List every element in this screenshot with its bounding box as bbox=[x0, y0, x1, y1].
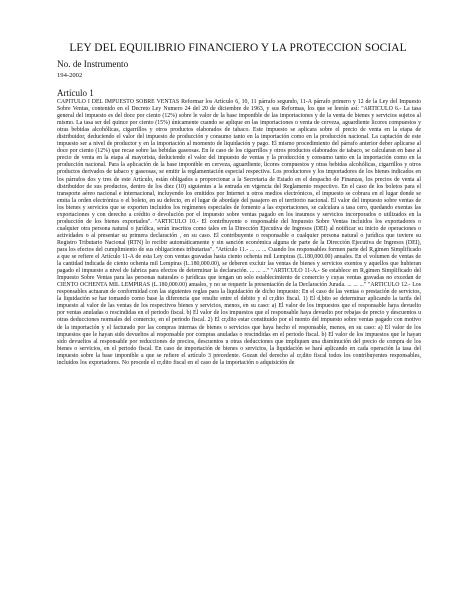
article-heading: Artículo 1 bbox=[57, 88, 94, 98]
instrument-number: 194-2002 bbox=[57, 72, 83, 79]
article-body-text: CAPITULO I DEL IMPUESTO SOBRE VENTAS Reformar los Artículo 6, 10, 11 párrafo segundo, 11-A párrafo primero y 12 de la Ley del Impuesto Sobre Ventas, contenido en el Decreto Ley Numero 24 del 20 de diciembre de 1963, y sus Reformas, los que se leerán así: "ARTICULO 6.- La tasa general del impuesto es del doce por ciento (12%) sobre le valor de la base imponible de las importaciones y de la venta de bienes y servicios sujetos al mismo. La tasa ser del quince por ciento (15%) únicamente cuando se aplique en las importaciones o venta de cerveza, aguardiente licores compuestos y otras bebidas alcohólicas, cigarrillos y otros productos elaborados de tabaco. Este impuesto se aplicara sobre el precio de venta en la etapa de distribuidor, deduciendo el valor del impuesto de producción y consumo tanto en la importación como en la producción nacional. La captación de este impuesto ser a nivel de productor y en la importación al momento de liquidación y pago. El mismo procedimiento del párrafo anterior deber aplicarse al doce por ciento (12%) que recae sobre las bebidas gaseosas. En le caso de los cigarrillos y otros productos elaborados de tabaco, se calcularan en base al precio de venta en la etapa al mayorista, deduciendo el valor del impuesto de ventas y la producción y consumo tanto en la importación como en la producción nacional. Para la aplicación de la base imponible en cerveza, aguardiente, licores compuestos y otras bebidas alcohólicas, cigarrillos y otros productos derivados de tabaco y gaseosas, se emitir la reglamentación especial respectiva. Los productores y los importadores de los bienes indicados en los párrafos dos y tres de este Artículo, están obligados a proporcionar a la Secretaria de Estado en el despacho de Finanzas, los precios de venta al distribuidor de sus productos, dentro de los diez (10) siguientes a la entrada en vigencia del Reglamento respectivo. En el caso de los boletos para el transporte aéreo nacional e internacional, incluyendo los emitidos por Internet u otros medios electrónicos, el impuesto se cobrara en el lugar donde se emita la orden electrónica o el boleto, en su defecto, en el lugar de abordaje del pasajero en el territorio nacional. El valor del impuesto sobre ventas de los bienes y servicios que se exporten incluidos los regímenes especiales de fomento a las exportaciones, se calculara a tasa cero, quedando exentas las exportaciones y con derecho a crédito o devolución por el impuesto sobre ventas pagado en los insumos y servicios incorporados o utilizados en la producción de los bienes exportados". "ARTICULO 10.- El contribuyente o responsable del Impuesto Sobre Ventas incluidos los exportadores o cualquier otra persona natural o jurídica, serán inscritos como tales en la Dirección Ejecutiva de Ingresos (DEI) al notificar su inicio de operaciones o actividades o al presentar su primera declaración , en su caso. El contribuyente o responsable o cualquier persona natural o jurídica que tuviere su Registro Tributario Nacional (RTN) lo recibir automáticamente y sin sanción económica alguna de parte de la Dirección Ejecutiva de Ingresos (DEI), para los efectos del cumplimiento de sus obligaciones tributarias". "Artículo 11.- ... ... ... Cuando los responsables formen parte del R,gimen Simplificado a que se refiere el Artículo 11-A de esta Ley con ventas gravadas hasta ciento ochenta mil Lempiras (L.180,000.00) anuales. En el volumen de ventas de la cantidad indicada de ciento ochenta mil Lempiras (L.180,000.00), se deberen excluir las ventas de bienes y servicios exentos y aquellos que hubieran pagado el impuesto a nivel de fabrica para efectos de determinar la declaración. ... ... ..." "ARTICULO 11-A.- Se establece en R,gimen Simplificado del Impuesto Sobre Ventas para las personas naturales o jurídicas que tengan un solo establecimiento de comercio y cuyas ventas gravadas no excedan de CIENTO OCHENTA MIL LEMPIRAS (L.180,000.00) anuales, y no se requerir la presentación de la Declaración Jurada. ... ... ..." "ARTICULO 12.- Los responsables actuaran de conformidad con las siguientes reglas para la liquidación de dicho impuesto: En el caso de las ventas o prestación de servicios, la liquidación se har tomando como base la diferencia que resulte entre el debito y el cr,dito fiscal. 1) El d,bito se determinar aplicando la tarifa del impuesto al valor de las ventas de los respectivos bienes y servicios, menos, en su caso: a) El valor de los impuestos que el responsable haya devuelto por ventas anuladas o rescindidas en el periodo fiscal. b) El valor de los impuestos que el responsable haya devuelto por rebajas de precio y descuentos u otras deducciones normales del comercio, en el periodo fiscal. 2) El cr,dito estar constituido por el monto del impuesto sobre ventas pagado con motivo de la importación y el facturado por las compras internas de bienes o servicios que haya hecho el responsable, menos, en su caso: a) El valor de los impuestos que le hayan sido devueltos al responsable por compras anuladas o rescindidas en el periodo fiscal. b) El valor de los impuestos que le hayan sido devueltos al responsable por reducciones de precios, descuentos u otras deducciones que impliquen una disminución del precio de compra de los bienes o servicios, en el periodo fiscal. En caso de importación de bienes o servicios, la liquidación se hará aplicando en cada operación la tasa del impuesto sobre la base imponible a que se refiere el artículo 3 precedente. Gozan del derecho al cr,dito fiscal todos los contribuyentes responsables, incluidos los exportadores. No procede el cr,dito fiscal en el caso de la importación o adquisición de bbox=[57, 99, 421, 366]
instrument-label: No. de Instrumento bbox=[57, 59, 129, 69]
document-title: LEY DEL EQUILIBRIO FINANCIERO Y LA PROTECCION SOCIAL bbox=[69, 42, 407, 54]
